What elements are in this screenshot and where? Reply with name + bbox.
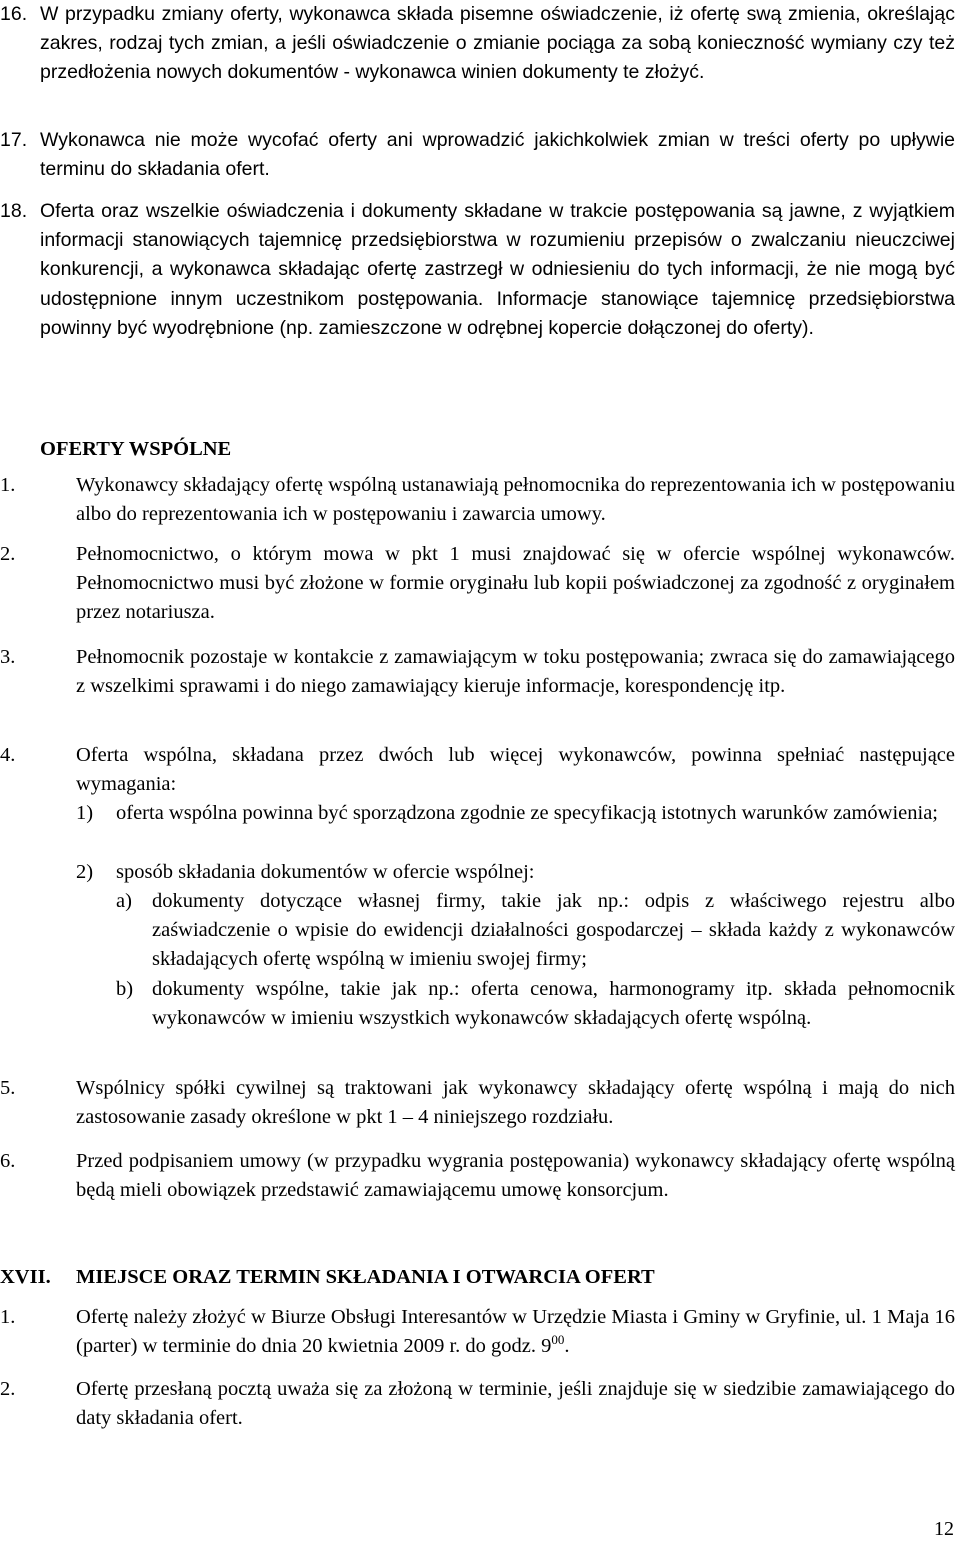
item-text: Wspólnicy spółki cywilnej są traktowani jak wykonawcy składający ofertę wspólną i mają do nich zastosowanie zasady określone w pkt 1 – 4 niniejszego rozdziału. (76, 1077, 955, 1129)
item-number: 2. (0, 1378, 16, 1400)
item-text: Oferta wspólna, składana przez dwóch lub więcej wykonawców, powinna spełniać następujące wymagania: (76, 744, 955, 796)
item-text: Przed podpisaniem umowy (w przypadku wygrania postępowania) wykonawcy składający ofertę wspólną będą mieli obowiązek przedstawić zamawiającemu umowę konsorcjum. (76, 1150, 955, 1202)
list-item (0, 540, 955, 628)
item-text: dokumenty wspólne, takie jak np.: oferta cenowa, harmonogramy itp. składa pełnomocnik wykonawców w imieniu wszystkich wykonawców składających ofertę wspólną. (152, 978, 955, 1030)
item-text: Ofertę przesłaną pocztą uważa się za złożoną w terminie, jeśli znajduje się w siedzibie zamawiającego do daty składania ofert. (76, 1378, 955, 1430)
list-item (0, 741, 955, 799)
item-text: Wykonawcy składający ofertę wspólną ustanawiają pełnomocnika do reprezentowania ich w postępowaniu albo do reprezentowania ich w postępowaniu i zawarcia umowy. (76, 474, 955, 526)
item-number: 5. (0, 1077, 16, 1099)
item-number: 1. (0, 474, 16, 496)
superscript: 00 (551, 1332, 565, 1348)
page-number: 12 (934, 1518, 954, 1540)
item-text-main: Ofertę należy złożyć w Biurze Obsługi Interesantów w Urzędzie Miasta i Gminy w Gryfinie, ul. 1 Maja 16 (parter) w terminie do dnia 20 kwietnia 2009 r. do godz. 9 (76, 1306, 955, 1358)
item-number: b) (116, 978, 134, 1000)
paragraph-number: 17. (0, 129, 28, 151)
item-text-end: . (564, 1335, 570, 1358)
paragraph-16 (0, 0, 955, 88)
item-text: sposób składania dokumentów w ofercie wspólnej: (116, 861, 535, 883)
paragraph-number: 16. (0, 3, 28, 25)
item-text: Pełnomocnik pozostaje w kontakcie z zamawiającym w toku postępowania; zwraca się do zamawiającego z wszelkimi sprawami i do niego zamawiający kieruje informacje, korespondencję itp. (76, 646, 955, 698)
item-text (76, 1303, 955, 1361)
list-item (0, 1147, 955, 1205)
item-number: 2) (76, 861, 94, 883)
sub-list-item (76, 858, 955, 887)
chapter-heading (0, 1263, 955, 1292)
item-number: 4. (0, 744, 16, 766)
sub-sub-list-item (116, 975, 955, 1033)
paragraph-text: Oferta oraz wszelkie oświadczenia i dokumenty składane w trakcie postępowania są jawne, z wyjątkiem informacji stanowiących tajemnicę przedsiębiorstwa w rozumieniu przepisów o zwalczaniu nieuczciwej konkurencji, a wykonawca składając ofertę zastrzegł w odniesieniu do tych informacji, że nie mogą być udostępnione innym uczestnikom postępowania. Informacje stanowiące tajemnicę przedsiębiorstwa powinny być wyodrębnione (np. zamieszczone w odrębnej kopercie dołączonej do oferty). (40, 200, 955, 339)
paragraph-17 (0, 126, 955, 184)
item-number: 1. (0, 1306, 16, 1328)
paragraph-number: 18. (0, 200, 28, 222)
item-number: 3. (0, 646, 16, 668)
chapter-title: MIEJSCE ORAZ TERMIN SKŁADANIA I OTWARCIA OFERT (76, 1266, 655, 1288)
item-number: 1) (76, 802, 94, 824)
list-item (0, 643, 955, 701)
item-text: Pełnomocnictwo, o którym mowa w pkt 1 musi znajdować się w ofercie wspólnej wykonawców. Pełnomocnictwo musi być złożone w formie oryginału lub kopii poświadczonej za zgodność z oryginałem przez notariusza. (76, 543, 955, 624)
item-text: oferta wspólna powinna być sporządzona zgodnie ze specyfikacją istotnych warunków zamówienia; (116, 802, 938, 824)
paragraph-text: W przypadku zmiany oferty, wykonawca składa pisemne oświadczenie, iż ofertę swą zmienia, określając zakres, rodzaj tych zmian, a jeśli oświadczenie o zmianie pociąga za sobą konieczność wymiany czy też przedłożenia nowych dokumentów - wykonawca winien dokumenty te złożyć. (40, 3, 955, 84)
sub-sub-list-item (116, 887, 955, 975)
chapter-number: XVII. (0, 1266, 51, 1288)
section-heading: OFERTY WSPÓLNE (40, 438, 232, 460)
item-number: a) (116, 890, 132, 912)
item-text: dokumenty dotyczące własnej firmy, takie jak np.: odpis z właściwego rejestru albo zaświadczenie o wpisie do ewidencji działalności gospodarczej – składa każdy z wykonawców składających ofertę wspólną w imieniu swojej firmy; (152, 890, 955, 971)
paragraph-text: Wykonawca nie może wycofać oferty ani wprowadzić jakichkolwiek zmian w treści oferty po upływie terminu do składania ofert. (40, 129, 955, 181)
list-item (0, 1303, 955, 1361)
item-number: 2. (0, 543, 16, 565)
paragraph-18 (0, 197, 955, 343)
list-item (0, 1074, 955, 1132)
item-number: 6. (0, 1150, 16, 1172)
sub-list-item (76, 799, 955, 828)
list-item (0, 471, 955, 529)
list-item (0, 1375, 955, 1433)
